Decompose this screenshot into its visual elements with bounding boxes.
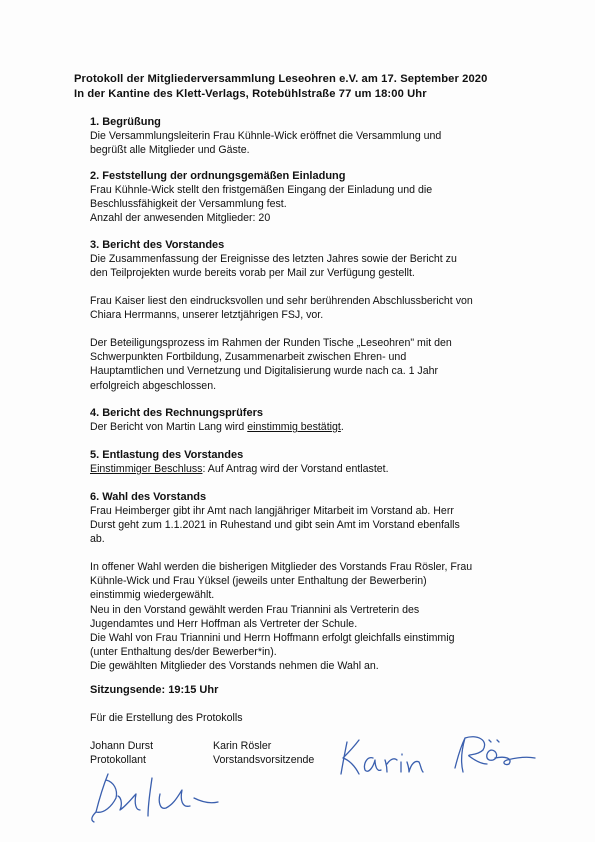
text-line: Frau Kühnle-Wick stellt den fristgemäßen Eingang der Einladung und die — [90, 184, 433, 196]
header-line-2: In der Kantine des Klett-Verlags, Rotebühlstraße 77 um 18:00 Uhr — [74, 88, 427, 100]
text-line: Die gewählten Mitglieder des Vorstands nehmen die Wahl an. — [90, 660, 379, 673]
section-1-text — [90, 129, 560, 157]
text-line: Die Wahl von Frau Triannini und Herrn Hoffmann erfolgt gleichfalls einstimmig — [90, 632, 455, 645]
section-6-paragraph-1 — [90, 504, 560, 547]
section-1-title: 1. Begrüßung — [90, 116, 161, 128]
header-line-1: Protokoll der Mitgliederversammlung Leseohren e.V. am 17. September 2020 — [74, 73, 488, 85]
section-6-paragraph-2 — [90, 560, 560, 674]
text-line: Beschlussfähigkeit der Versammlung fest. — [90, 198, 287, 211]
underlined-text: Einstimmiger Beschluss — [90, 463, 203, 475]
session-end: Sitzungsende: 19:15 Uhr — [90, 684, 219, 696]
text-line: Die Versammlungsleiterin Frau Kühnle-Wick eröffnet die Versammlung und — [90, 130, 442, 142]
section-5-text — [90, 462, 560, 476]
text-line: den Teilprojekten wurde bereits vorab per Mail zur Verfügung gestellt. — [90, 267, 415, 280]
text-line: Neu in den Vorstand gewählt werden Frau Triannini als Vertreterin des — [90, 603, 420, 616]
text-line: ab. — [90, 533, 105, 546]
section-5-title: 5. Entlastung des Vorstandes — [90, 449, 244, 461]
text-line: In offener Wahl werden die bisherigen Mitglieder des Vorstands Frau Rösler, Frau — [90, 561, 473, 573]
text-line: Anzahl der anwesenden Mitglieder: 20 — [90, 212, 271, 225]
text-line: Durst geht zum 1.1.2021 in Ruhestand und gibt sein Amt im Vorstand ebenfalls — [90, 519, 460, 532]
section-3-paragraph-1 — [90, 252, 560, 280]
signature-karin-roesler — [335, 728, 550, 783]
underlined-text: einstimmig bestätigt — [247, 421, 341, 433]
text-fragment: . — [340, 421, 344, 433]
signer-2-role: Vorstandsvorsitzende — [213, 754, 315, 766]
text-line: Schwerpunkten Fortbildung, Zusammenarbeit zwischen Ehren- und — [90, 351, 407, 364]
section-4-text — [90, 420, 560, 434]
text-line: Kühnle-Wick und Frau Yüksel (jeweils unter Enthaltung der Bewerberin) — [90, 575, 427, 588]
text-line: Die Zusammenfassung der Ereignisse des letzten Jahres sowie der Bericht zu — [90, 253, 457, 265]
section-3-paragraph-2 — [90, 294, 560, 322]
section-6-title: 6. Wahl des Vorstands — [90, 491, 207, 503]
text-line: einstimmig wiedergewählt. — [90, 589, 215, 602]
text-line: Hauptamtlichen und Vernetzung und Digitalisierung wurde nach ca. 1 Jahr — [90, 365, 439, 378]
section-3-title: 3. Bericht des Vorstandes — [90, 239, 225, 251]
section-2-title: 2. Feststellung der ordnungsgemäßen Einladung — [90, 170, 346, 182]
text-line: Frau Heimberger gibt ihr Amt nach langjähriger Mitarbeit im Vorstand ab. Herr — [90, 505, 454, 517]
protocol-header — [74, 72, 574, 102]
section-2-text — [90, 183, 560, 226]
text-line: (unter Enthaltung des/der Bewerber*in). — [90, 646, 277, 659]
text-fragment: : Auf Antrag wird der Vorstand entlastet. — [202, 463, 389, 475]
text-line: Frau Kaiser liest den eindrucksvollen und sehr berührenden Abschlussbericht von — [90, 295, 473, 307]
signer-1-name: Johann Durst — [90, 740, 154, 752]
text-line: Chiara Herrmanns, unserer letztjährigen FSJ, vor. — [90, 309, 324, 322]
section-3-paragraph-3 — [90, 336, 560, 393]
text-fragment: Der Bericht von Martin Lang wird — [90, 421, 248, 433]
protocol-note: Für die Erstellung des Protokolls — [90, 712, 243, 724]
text-line: begrüßt alle Mitglieder und Gäste. — [90, 144, 250, 157]
signature-johann-durst — [82, 768, 252, 828]
signer-1-role: Protokollant — [90, 754, 146, 766]
section-4-title: 4. Bericht des Rechnungsprüfers — [90, 407, 263, 419]
text-line: Der Beteiligungsprozess im Rahmen der Runden Tische „Leseohren" mit den — [90, 337, 452, 349]
text-line: erfolgreich abgeschlossen. — [90, 379, 217, 392]
signer-2-name: Karin Rösler — [213, 740, 272, 752]
text-line: Jugendamtes und Herr Hoffman als Vertreter der Schule. — [90, 617, 358, 630]
